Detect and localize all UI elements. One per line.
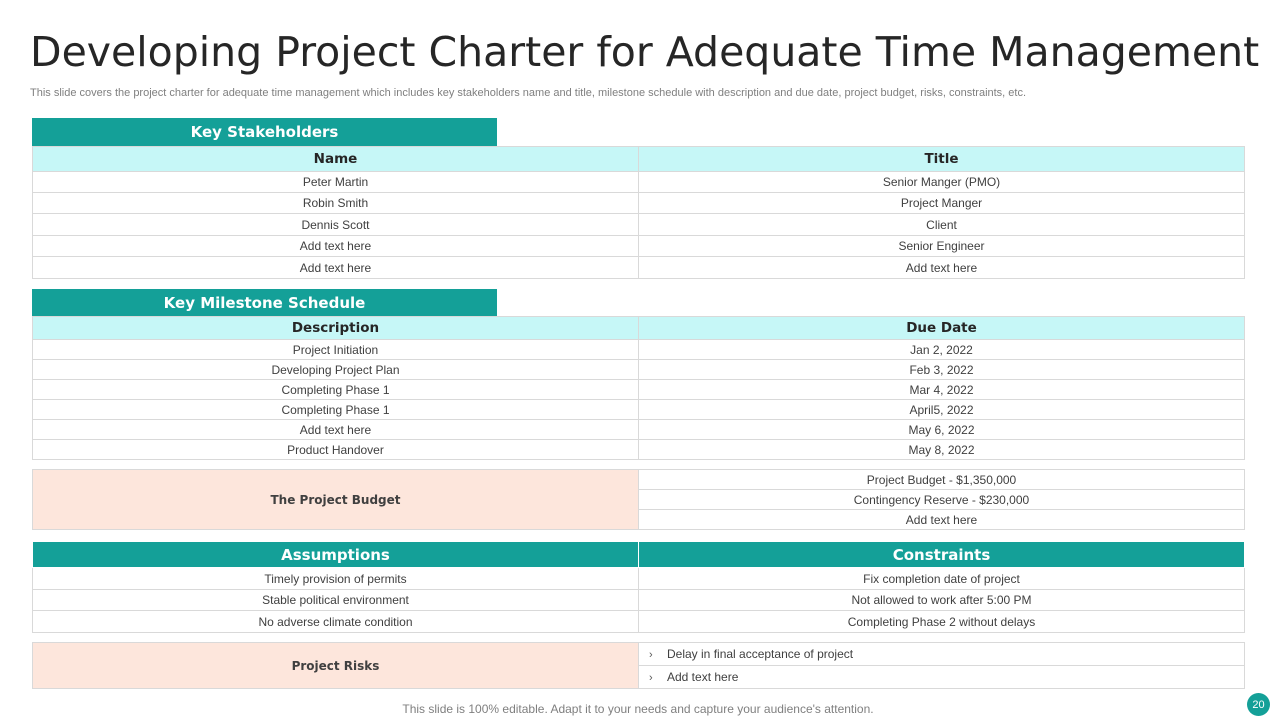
milestone-due-date: Mar 4, 2022: [639, 380, 1245, 400]
table-row: [33, 236, 1245, 257]
stakeholder-name: Add text here: [33, 236, 639, 257]
column-header-name: Name: [33, 147, 639, 172]
stakeholder-title: Senior Engineer: [639, 236, 1245, 257]
constraint-item: Completing Phase 2 without delays: [639, 611, 1245, 633]
stakeholder-name: Add text here: [33, 257, 639, 279]
table-row: [33, 643, 1245, 666]
stakeholders-header: Key Stakeholders: [32, 118, 497, 146]
stakeholder-name: Peter Martin: [33, 172, 639, 193]
stakeholder-title: Senior Manger (PMO): [639, 172, 1245, 193]
budget-table: [32, 469, 1245, 530]
milestone-description: Completing Phase 1: [33, 380, 639, 400]
assumptions-constraints-header-row: [33, 542, 1245, 568]
milestone-due-date: Jan 2, 2022: [639, 340, 1245, 360]
chevron-right-icon: ›: [649, 672, 653, 684]
stakeholder-title: Project Manger: [639, 193, 1245, 214]
stakeholders-header-row: [33, 147, 1245, 172]
assumption-item: Stable political environment: [33, 590, 639, 611]
table-row: [33, 380, 1245, 400]
milestone-description: Developing Project Plan: [33, 360, 639, 380]
milestone-description: Completing Phase 1: [33, 400, 639, 420]
milestone-due-date: Feb 3, 2022: [639, 360, 1245, 380]
milestones-header-row: [33, 317, 1245, 340]
column-header-due-date: Due Date: [639, 317, 1245, 340]
budget-label: The Project Budget: [33, 470, 639, 530]
table-row: [33, 590, 1245, 611]
milestone-description: Project Initiation: [33, 340, 639, 360]
assumption-item: No adverse climate condition: [33, 611, 639, 633]
risk-item-text: Delay in final acceptance of project: [667, 647, 854, 661]
stakeholder-name: Dennis Scott: [33, 214, 639, 236]
budget-item: Project Budget - $1,350,000: [639, 470, 1245, 490]
column-header-constraints: Constraints: [639, 542, 1245, 568]
table-row: [33, 400, 1245, 420]
table-row: [33, 257, 1245, 279]
table-row: [33, 470, 1245, 490]
column-header-title: Title: [639, 147, 1245, 172]
stakeholder-title: Client: [639, 214, 1245, 236]
risk-item-text: Add text here: [667, 670, 739, 684]
table-row: [33, 568, 1245, 590]
slide-title: Developing Project Charter for Adequate Time Management: [30, 28, 1260, 76]
chevron-right-icon: ›: [649, 649, 653, 661]
assumption-item: Timely provision of permits: [33, 568, 639, 590]
milestone-description: Add text here: [33, 420, 639, 440]
milestones-header: Key Milestone Schedule: [32, 289, 497, 316]
stakeholder-title: Add text here: [639, 257, 1245, 279]
stakeholder-name: Robin Smith: [33, 193, 639, 214]
table-row: [33, 340, 1245, 360]
table-row: [33, 214, 1245, 236]
milestones-table: [32, 316, 1245, 460]
table-row: [33, 440, 1245, 460]
risks-label: Project Risks: [33, 643, 639, 689]
risk-item: [639, 666, 1245, 689]
risks-table: [32, 642, 1245, 689]
column-header-description: Description: [33, 317, 639, 340]
page-number-badge: 20: [1247, 693, 1270, 716]
column-header-assumptions: Assumptions: [33, 542, 639, 568]
table-row: [33, 611, 1245, 633]
risk-item: [639, 643, 1245, 666]
table-row: [33, 360, 1245, 380]
budget-item: Add text here: [639, 510, 1245, 530]
milestone-description: Product Handover: [33, 440, 639, 460]
table-row: [33, 193, 1245, 214]
constraint-item: Fix completion date of project: [639, 568, 1245, 590]
budget-item: Contingency Reserve - $230,000: [639, 490, 1245, 510]
table-row: [33, 172, 1245, 193]
assumptions-constraints-table: [32, 541, 1245, 633]
milestone-due-date: May 6, 2022: [639, 420, 1245, 440]
stakeholders-table: [32, 146, 1245, 279]
milestone-due-date: April5, 2022: [639, 400, 1245, 420]
slide-subtitle: This slide covers the project charter for adequate time management which includes key stakeholders name and title, milestone schedule with description and due date, project budget, risks, constraints, etc.: [30, 87, 1027, 99]
constraint-item: Not allowed to work after 5:00 PM: [639, 590, 1245, 611]
milestone-due-date: May 8, 2022: [639, 440, 1245, 460]
table-row: [33, 420, 1245, 440]
slide-footer: This slide is 100% editable. Adapt it to your needs and capture your audience's attention.: [402, 702, 874, 716]
